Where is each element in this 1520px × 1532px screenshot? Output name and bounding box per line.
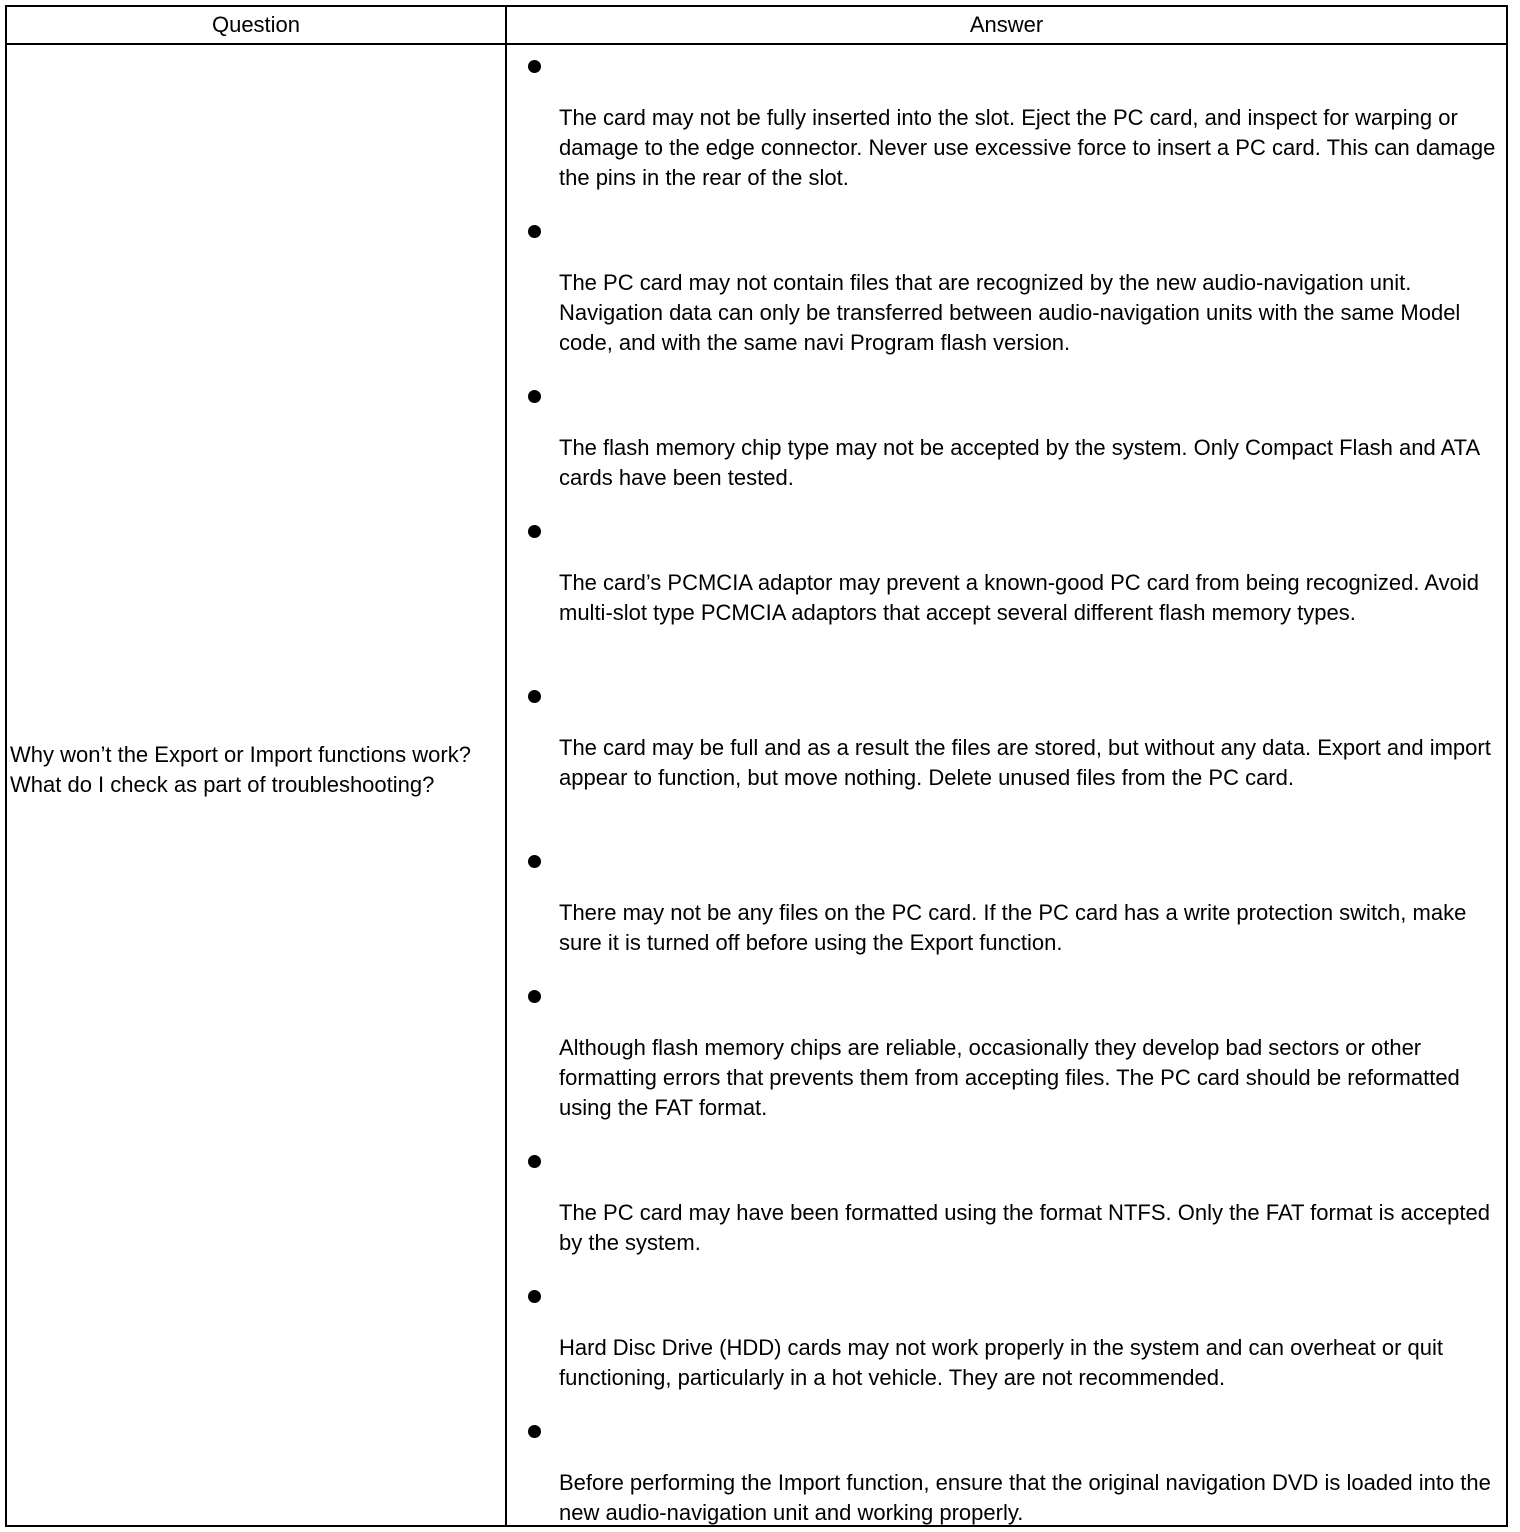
- bullet-icon: [528, 1425, 541, 1438]
- answer-text: Although flash memory chips are reliable, occasionally they develop bad sectors or other formatting errors that prevents them from accepting files. The PC card should be reformatted using the FAT format.: [559, 1035, 1460, 1120]
- bullet-icon: [528, 60, 541, 73]
- question-column-header: Question: [211, 12, 301, 37]
- answer-text: The card may be full and as a result the files are stored, but without any data. Export and import appear to function, but move nothing. Delete unused files from the PC card.: [559, 735, 1491, 790]
- answer-text: The card’s PCMCIA adaptor may prevent a known-good PC card from being recognized. Avoid multi-slot type PCMCIA adaptors that accept several different flash memory types.: [559, 570, 1480, 625]
- bullet-icon: [528, 690, 541, 703]
- bullet-icon: [528, 1155, 541, 1168]
- answer-text: The card may not be fully inserted into the slot. Eject the PC card, and inspect for warping or damage to the edge connector. Never use excessive force to insert a PC card. This can damage the pins in the rear of the slot.: [559, 105, 1496, 190]
- question-cell: Why won’t the Export or Import functions work? What do I check as part of troubleshooting?: [10, 742, 471, 797]
- bullet-icon: [528, 390, 541, 403]
- answer-column-header: Answer: [969, 12, 1044, 37]
- bullet-icon: [528, 525, 541, 538]
- answer-text: The PC card may have been formatted using the format NTFS. Only the FAT format is accepted by the system.: [559, 1200, 1490, 1255]
- answer-text: There may not be any files on the PC card. If the PC card has a write protection switch, make sure it is turned off before using the Export function.: [559, 900, 1467, 955]
- answer-text: Before performing the Import function, ensure that the original navigation DVD is loaded into the new audio-navigation unit and working properly.: [559, 1470, 1491, 1525]
- bullet-icon: [528, 855, 541, 868]
- column-divider: [505, 7, 507, 1525]
- answer-text: Hard Disc Drive (HDD) cards may not work properly in the system and can overheat or quit functioning, particularly in a hot vehicle. They are not recommended.: [559, 1335, 1443, 1390]
- faq-table: [5, 5, 1508, 1527]
- bullet-icon: [528, 990, 541, 1003]
- bullet-icon: [528, 1290, 541, 1303]
- answer-text: The PC card may not contain files that are recognized by the new audio-navigation unit. Navigation data can only be transferred between audio-navigation units with the same Model code, and with the same navi Program flash version.: [559, 270, 1461, 355]
- answer-text: The flash memory chip type may not be accepted by the system. Only Compact Flash and ATA cards have been tested.: [559, 435, 1479, 490]
- bullet-icon: [528, 225, 541, 238]
- table-header-row: [7, 7, 1506, 45]
